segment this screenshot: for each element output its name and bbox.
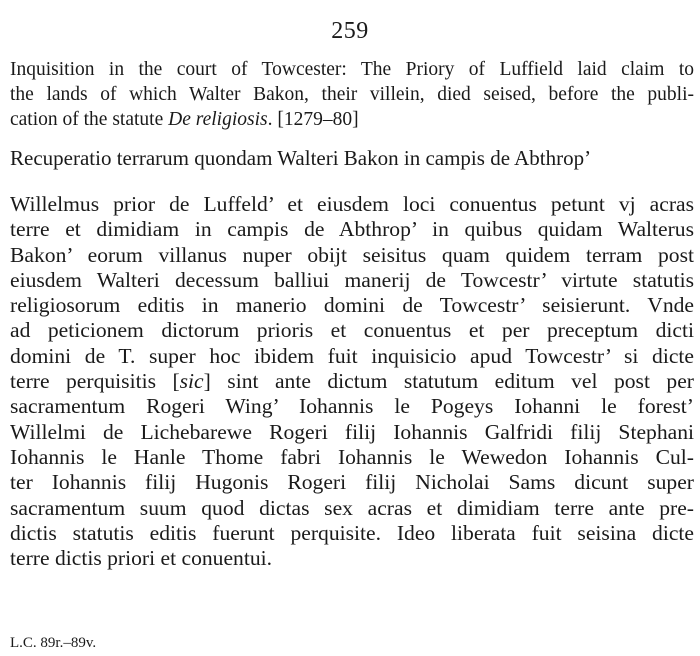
source-reference: L.C. 89r.–89v. — [10, 635, 97, 651]
text-line: Willelmus prior de Luffeld’ et eiusdem loci conuentus petunt vj acras — [10, 192, 694, 216]
text-line: Iohannis le Hanle Thome fabri Iohannis le Wewedon Iohannis Cul- — [10, 444, 694, 469]
rubric-heading: Recuperatio terrarum quondam Walteri Bakon in campis de Abthrop’ — [10, 146, 592, 170]
text-line — [10, 369, 694, 394]
summary-line: the lands of which Walter Bakon, their villein, died seised, before the publi- — [10, 84, 694, 105]
text-line: terre et dimidiam in campis de Abthrop’ in quibus quidam Walterus — [10, 217, 694, 242]
text-line: ter Iohannis filij Hugonis Rogeri filij Nicholai Sams dicunt super — [10, 470, 694, 495]
text-line: religiosorum editis in manerio domini de Towcestr’ seisierunt. Vnde — [10, 293, 694, 318]
text-line: eiusdem Walteri decessum balliui manerij de Towcestr’ virtute statutis — [10, 267, 694, 292]
text-fragment: terre perquisitis [ — [10, 369, 180, 394]
text-line: domini de T. super hoc ibidem fuit inquisicio apud Towcestr’ si dicte — [10, 343, 694, 368]
summary-line-text: cation of the statute — [10, 109, 169, 130]
sic-annotation: sic — [179, 369, 204, 394]
text-fragment: ] sint ante dictum statutum editum vel post per — [203, 369, 694, 394]
text-line: terre dictis priori et conuentui. — [10, 546, 273, 571]
text-line: Bakon’ eorum villanus nuper obijt seisitus quam quidem terram post — [10, 242, 694, 267]
summary-line: Inquisition in the court of Towcester: The Priory of Luffield laid claim to — [10, 59, 694, 80]
entry-summary — [10, 57, 694, 132]
charter-text — [10, 192, 694, 571]
summary-date: . [1279–80] — [267, 109, 359, 130]
text-line: Willelmi de Lichebarewe Rogeri filij Iohannis Galfridi filij Stephani — [10, 419, 694, 444]
text-line: sacramentum suum quod dictas sex acras et dimidiam terre ante pre- — [10, 495, 694, 520]
text-line: ad peticionem dictorum prioris et conuentus et per preceptum dicti — [10, 318, 694, 343]
text-line: sacramentum Rogeri Wing’ Iohannis le Pogeys Iohanni le forest’ — [10, 394, 694, 419]
statute-title: De religiosis — [168, 109, 268, 130]
summary-line — [10, 107, 694, 132]
text-line: dictis statutis editis fuerunt perquisite. Ideo liberata fuit seisina dicte — [10, 520, 694, 545]
page-number: 259 — [331, 18, 369, 44]
